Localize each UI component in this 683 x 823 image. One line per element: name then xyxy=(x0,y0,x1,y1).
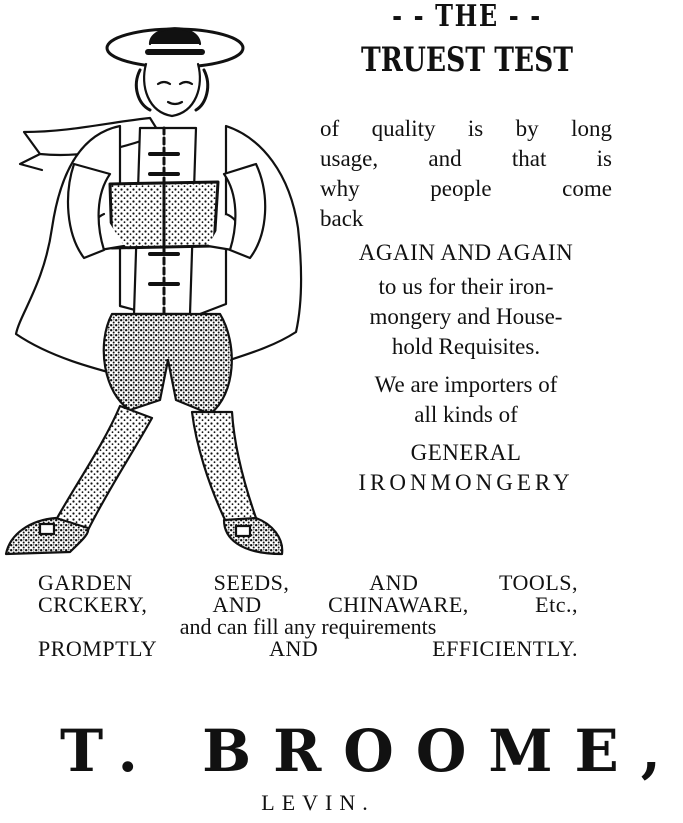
body-line-emphasis: AGAIN AND AGAIN xyxy=(358,240,574,265)
body-line-general: GENERAL xyxy=(410,440,522,465)
body-line: We are importers of xyxy=(374,372,558,397)
product-line: CRCKERY, AND CHINAWARE, Etc., xyxy=(38,592,578,617)
body-line: back xyxy=(320,206,364,231)
product-list-text xyxy=(38,572,578,660)
body-line: usage, and that is xyxy=(320,146,612,171)
headline-the: - - THE - - xyxy=(392,0,542,34)
body-line: mongery and House- xyxy=(369,304,563,329)
advert-body-text xyxy=(320,114,612,498)
merchant-town: LEVIN. xyxy=(261,790,375,815)
merchant-name: T. BROOME, xyxy=(60,717,683,785)
body-line: of quality is by long xyxy=(320,116,612,141)
product-line: PROMPTLY AND EFFICIENTLY. xyxy=(38,636,578,661)
headline xyxy=(318,0,616,80)
product-line: and can fill any requirements xyxy=(179,614,437,639)
body-line: to us for their iron- xyxy=(378,274,554,299)
body-line-ironmongery: IRONMONGERY xyxy=(358,470,574,495)
product-line: GARDEN SEEDS, AND TOOLS, xyxy=(38,570,578,595)
body-line: all kinds of xyxy=(414,402,518,427)
body-line: hold Requisites. xyxy=(391,334,541,359)
boy-reading-book-illustration xyxy=(0,14,312,562)
headline-truest-test: TRUEST TEST xyxy=(360,40,574,80)
body-line: why people come xyxy=(320,176,612,201)
